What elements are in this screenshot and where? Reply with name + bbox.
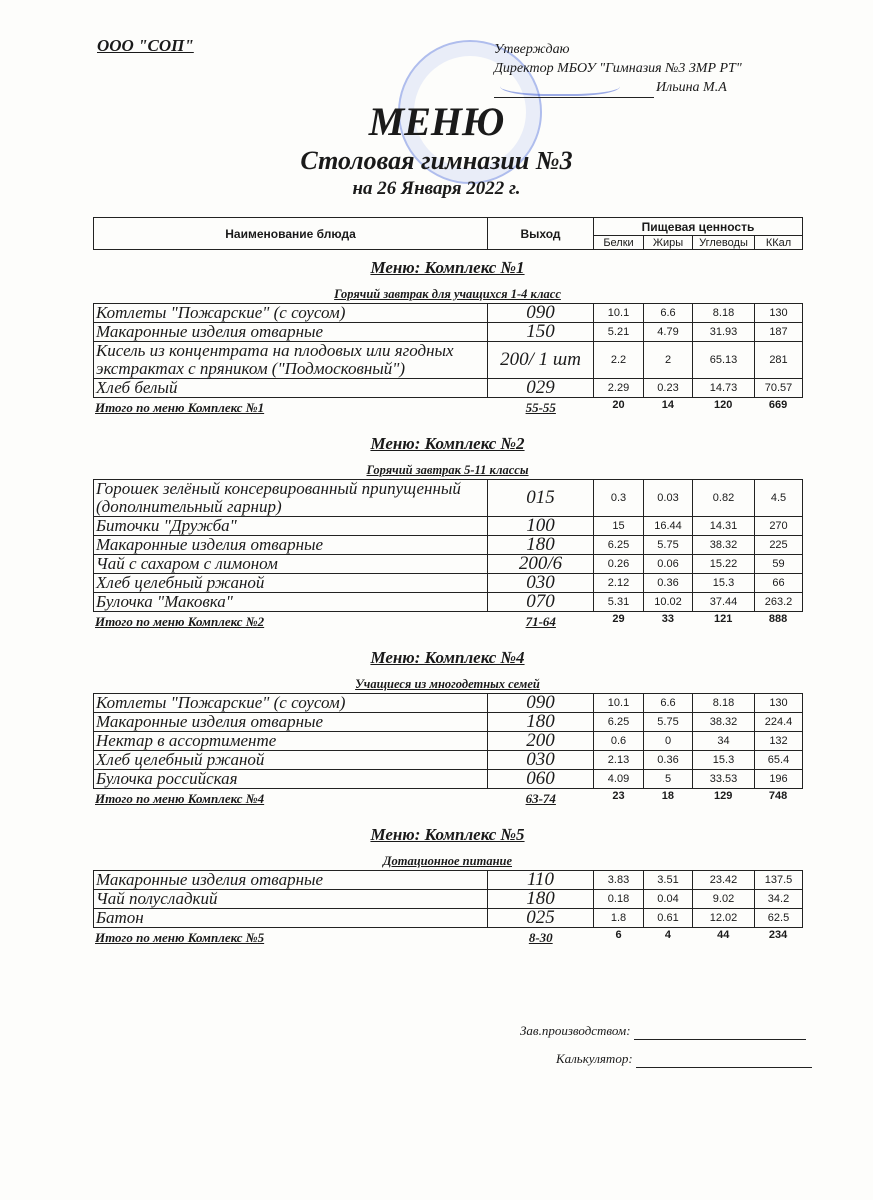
table-row bbox=[94, 574, 803, 593]
calculator-signature bbox=[556, 1050, 812, 1068]
dish-name: Котлеты "Пожарские" (с соусом) bbox=[94, 694, 488, 713]
dish-output: 060 bbox=[488, 770, 594, 789]
dish-output: 110 bbox=[488, 871, 594, 890]
dish-protein: 6.25 bbox=[594, 713, 644, 732]
dish-output: 180 bbox=[488, 536, 594, 555]
column-fat: Жиры bbox=[644, 236, 693, 250]
table-row bbox=[94, 890, 803, 909]
dish-name: Кисель из концентрата на плодовых или ягодных экстрактах с пряником ("Подмосковный") bbox=[94, 342, 488, 379]
table-row bbox=[94, 871, 803, 890]
section-title: Меню: Комплекс №1 bbox=[370, 258, 525, 277]
dish-kcal: 4.5 bbox=[755, 480, 803, 517]
column-name: Наименование блюда bbox=[94, 218, 488, 250]
section-subtitle: Горячий завтрак для учащихся 1-4 класс bbox=[334, 287, 561, 301]
total-kcal: 748 bbox=[768, 790, 788, 802]
section-subtitle: Дотационное питание bbox=[382, 854, 513, 868]
total-protein: 6 bbox=[615, 929, 622, 941]
dish-output: 180 bbox=[488, 890, 594, 909]
table-row bbox=[94, 732, 803, 751]
dish-kcal: 34.2 bbox=[755, 890, 803, 909]
menu-section bbox=[93, 646, 802, 823]
dish-protein: 10.1 bbox=[594, 694, 644, 713]
dish-protein: 2.29 bbox=[594, 379, 644, 398]
dish-table bbox=[93, 303, 803, 398]
total-kcal: 234 bbox=[768, 929, 788, 941]
total-price: 8-30 bbox=[528, 930, 553, 945]
column-nutrition: Пищевая ценность bbox=[594, 218, 803, 236]
dish-name: Биточки "Дружба" bbox=[94, 517, 488, 536]
dish-name: Чай полусладкий bbox=[94, 890, 488, 909]
dish-carbs: 38.32 bbox=[693, 713, 755, 732]
dish-fat: 5.75 bbox=[644, 713, 693, 732]
dish-protein: 5.31 bbox=[594, 593, 644, 612]
dish-kcal: 224.4 bbox=[755, 713, 803, 732]
dish-name: Макаронные изделия отварные bbox=[94, 871, 488, 890]
calculator-label: Калькулятор: bbox=[556, 1051, 633, 1066]
total-price: 55-55 bbox=[525, 400, 556, 415]
column-carbs: Углеводы bbox=[693, 236, 755, 250]
dish-fat: 0 bbox=[644, 732, 693, 751]
section-total bbox=[93, 398, 802, 418]
dish-protein: 6.25 bbox=[594, 536, 644, 555]
dish-output: 015 bbox=[488, 480, 594, 517]
total-price: 63-74 bbox=[525, 791, 556, 806]
dish-protein: 2.12 bbox=[594, 574, 644, 593]
dish-kcal: 130 bbox=[755, 694, 803, 713]
table-row bbox=[94, 323, 803, 342]
page-subtitle: Столовая гимназии №3 bbox=[300, 146, 573, 175]
dish-name: Макаронные изделия отварные bbox=[94, 713, 488, 732]
signature-line bbox=[634, 1023, 806, 1040]
dish-protein: 1.8 bbox=[594, 909, 644, 928]
table-row bbox=[94, 304, 803, 323]
dish-carbs: 15.3 bbox=[693, 574, 755, 593]
dish-fat: 2 bbox=[644, 342, 693, 379]
approve-position: Директор МБОУ "Гимназия №3 ЗМР РТ" bbox=[494, 61, 742, 76]
dish-output: 100 bbox=[488, 517, 594, 536]
table-row bbox=[94, 694, 803, 713]
section-total bbox=[93, 612, 802, 632]
organization-name: ООО "СОП" bbox=[97, 36, 194, 55]
dish-name: Хлеб целебный ржаной bbox=[94, 751, 488, 770]
dish-carbs: 0.82 bbox=[693, 480, 755, 517]
dish-fat: 6.6 bbox=[644, 304, 693, 323]
column-kcal: ККал bbox=[755, 236, 803, 250]
dish-kcal: 66 bbox=[755, 574, 803, 593]
dish-kcal: 196 bbox=[755, 770, 803, 789]
section-subtitle: Горячий завтрак 5-11 классы bbox=[366, 463, 529, 477]
dish-name: Булочка "Маковка" bbox=[94, 593, 488, 612]
section-total bbox=[93, 928, 802, 948]
column-header-table bbox=[93, 217, 803, 250]
dish-kcal: 270 bbox=[755, 517, 803, 536]
dish-fat: 5.75 bbox=[644, 536, 693, 555]
dish-fat: 0.03 bbox=[644, 480, 693, 517]
total-price: 71-64 bbox=[525, 614, 556, 629]
total-fat: 18 bbox=[661, 790, 674, 802]
production-label: Зав.производством: bbox=[520, 1023, 631, 1038]
dish-protein: 2.13 bbox=[594, 751, 644, 770]
dish-output: 070 bbox=[488, 593, 594, 612]
dish-output: 150 bbox=[488, 323, 594, 342]
dish-table bbox=[93, 693, 803, 789]
dish-kcal: 65.4 bbox=[755, 751, 803, 770]
dish-kcal: 187 bbox=[755, 323, 803, 342]
total-carbs: 129 bbox=[714, 790, 733, 802]
signature-line bbox=[494, 78, 654, 98]
dish-protein: 0.3 bbox=[594, 480, 644, 517]
menu-section bbox=[93, 432, 802, 646]
total-protein: 23 bbox=[612, 790, 625, 802]
dish-fat: 0.36 bbox=[644, 751, 693, 770]
dish-protein: 4.09 bbox=[594, 770, 644, 789]
dish-carbs: 31.93 bbox=[693, 323, 755, 342]
dish-name: Батон bbox=[94, 909, 488, 928]
dish-protein: 2.2 bbox=[594, 342, 644, 379]
dish-kcal: 70.57 bbox=[755, 379, 803, 398]
dish-kcal: 263.2 bbox=[755, 593, 803, 612]
total-protein: 20 bbox=[612, 399, 625, 411]
dish-protein: 3.83 bbox=[594, 871, 644, 890]
table-row bbox=[94, 593, 803, 612]
table-row bbox=[94, 770, 803, 789]
dish-protein: 0.18 bbox=[594, 890, 644, 909]
dish-fat: 10.02 bbox=[644, 593, 693, 612]
section-title: Меню: Комплекс №2 bbox=[370, 434, 525, 453]
dish-carbs: 34 bbox=[693, 732, 755, 751]
total-fat: 14 bbox=[661, 399, 674, 411]
total-carbs: 121 bbox=[714, 613, 733, 625]
production-signature bbox=[520, 1022, 806, 1040]
table-row bbox=[94, 517, 803, 536]
total-fat: 4 bbox=[664, 929, 671, 941]
dish-output: 090 bbox=[488, 304, 594, 323]
dish-output: 200 bbox=[488, 732, 594, 751]
table-row bbox=[94, 342, 803, 379]
dish-table bbox=[93, 479, 803, 612]
dish-protein: 10.1 bbox=[594, 304, 644, 323]
dish-fat: 0.23 bbox=[644, 379, 693, 398]
dish-name: Нектар в ассортименте bbox=[94, 732, 488, 751]
section-title: Меню: Комплекс №4 bbox=[370, 648, 525, 667]
table-row bbox=[94, 555, 803, 574]
page-title: МЕНЮ bbox=[368, 99, 505, 144]
menu-sections bbox=[93, 256, 802, 948]
dish-fat: 0.06 bbox=[644, 555, 693, 574]
menu-date: на 26 Января 2022 г. bbox=[352, 178, 521, 199]
dish-kcal: 225 bbox=[755, 536, 803, 555]
dish-protein: 0.26 bbox=[594, 555, 644, 574]
dish-output: 200/ 1 шт bbox=[488, 342, 594, 379]
dish-protein: 0.6 bbox=[594, 732, 644, 751]
dish-fat: 16.44 bbox=[644, 517, 693, 536]
dish-name: Булочка российская bbox=[94, 770, 488, 789]
dish-carbs: 37.44 bbox=[693, 593, 755, 612]
dish-output: 029 bbox=[488, 379, 594, 398]
dish-fat: 0.04 bbox=[644, 890, 693, 909]
table-row bbox=[94, 713, 803, 732]
table-row bbox=[94, 909, 803, 928]
dish-name: Макаронные изделия отварные bbox=[94, 536, 488, 555]
dish-fat: 0.61 bbox=[644, 909, 693, 928]
total-label: Итого по меню Комплекс №4 bbox=[95, 791, 265, 806]
approver-name: Ильина М.А bbox=[656, 80, 727, 95]
column-protein: Белки bbox=[594, 236, 644, 250]
dish-output: 180 bbox=[488, 713, 594, 732]
dish-name: Хлеб целебный ржаной bbox=[94, 574, 488, 593]
total-fat: 33 bbox=[661, 613, 674, 625]
dish-carbs: 15.3 bbox=[693, 751, 755, 770]
total-label: Итого по меню Комплекс №2 bbox=[95, 614, 265, 629]
dish-output: 025 bbox=[488, 909, 594, 928]
dish-name: Чай с сахаром с лимоном bbox=[94, 555, 488, 574]
dish-carbs: 33.53 bbox=[693, 770, 755, 789]
table-row bbox=[94, 379, 803, 398]
dish-carbs: 14.31 bbox=[693, 517, 755, 536]
dish-fat: 5 bbox=[644, 770, 693, 789]
total-carbs: 120 bbox=[714, 399, 733, 411]
dish-protein: 5.21 bbox=[594, 323, 644, 342]
dish-name: Котлеты "Пожарские" (с соусом) bbox=[94, 304, 488, 323]
approval-block bbox=[494, 40, 742, 95]
dish-table bbox=[93, 870, 803, 928]
dish-fat: 4.79 bbox=[644, 323, 693, 342]
table-row bbox=[94, 536, 803, 555]
table-row bbox=[94, 480, 803, 517]
signature-line bbox=[636, 1051, 812, 1068]
total-protein: 29 bbox=[612, 613, 625, 625]
dish-carbs: 65.13 bbox=[693, 342, 755, 379]
dish-kcal: 132 bbox=[755, 732, 803, 751]
dish-fat: 0.36 bbox=[644, 574, 693, 593]
approve-label: Утверждаю bbox=[494, 42, 570, 57]
dish-output: 030 bbox=[488, 574, 594, 593]
dish-output: 090 bbox=[488, 694, 594, 713]
total-kcal: 669 bbox=[768, 399, 788, 411]
dish-output: 030 bbox=[488, 751, 594, 770]
dish-carbs: 8.18 bbox=[693, 694, 755, 713]
section-title: Меню: Комплекс №5 bbox=[370, 825, 525, 844]
dish-fat: 3.51 bbox=[644, 871, 693, 890]
menu-section bbox=[93, 256, 802, 432]
dish-protein: 15 bbox=[594, 517, 644, 536]
column-output: Выход bbox=[488, 218, 594, 250]
dish-carbs: 14.73 bbox=[693, 379, 755, 398]
dish-kcal: 281 bbox=[755, 342, 803, 379]
menu-section bbox=[93, 823, 802, 948]
total-carbs: 44 bbox=[717, 929, 730, 941]
dish-name: Макаронные изделия отварные bbox=[94, 323, 488, 342]
table-row bbox=[94, 751, 803, 770]
dish-kcal: 62.5 bbox=[755, 909, 803, 928]
section-total bbox=[93, 789, 802, 809]
dish-carbs: 23.42 bbox=[693, 871, 755, 890]
dish-carbs: 8.18 bbox=[693, 304, 755, 323]
total-label: Итого по меню Комплекс №1 bbox=[95, 400, 265, 415]
dish-name: Хлеб белый bbox=[94, 379, 488, 398]
dish-carbs: 38.32 bbox=[693, 536, 755, 555]
dish-kcal: 137.5 bbox=[755, 871, 803, 890]
dish-carbs: 15.22 bbox=[693, 555, 755, 574]
total-label: Итого по меню Комплекс №5 bbox=[95, 930, 265, 945]
section-subtitle: Учащиеся из многодетных семей bbox=[355, 677, 540, 691]
total-kcal: 888 bbox=[768, 613, 788, 625]
dish-carbs: 12.02 bbox=[693, 909, 755, 928]
dish-carbs: 9.02 bbox=[693, 890, 755, 909]
dish-name: Горошек зелёный консервированный припущенный (дополнительный гарнир) bbox=[94, 480, 488, 517]
dish-kcal: 130 bbox=[755, 304, 803, 323]
dish-fat: 6.6 bbox=[644, 694, 693, 713]
dish-output: 200/6 bbox=[488, 555, 594, 574]
dish-kcal: 59 bbox=[755, 555, 803, 574]
